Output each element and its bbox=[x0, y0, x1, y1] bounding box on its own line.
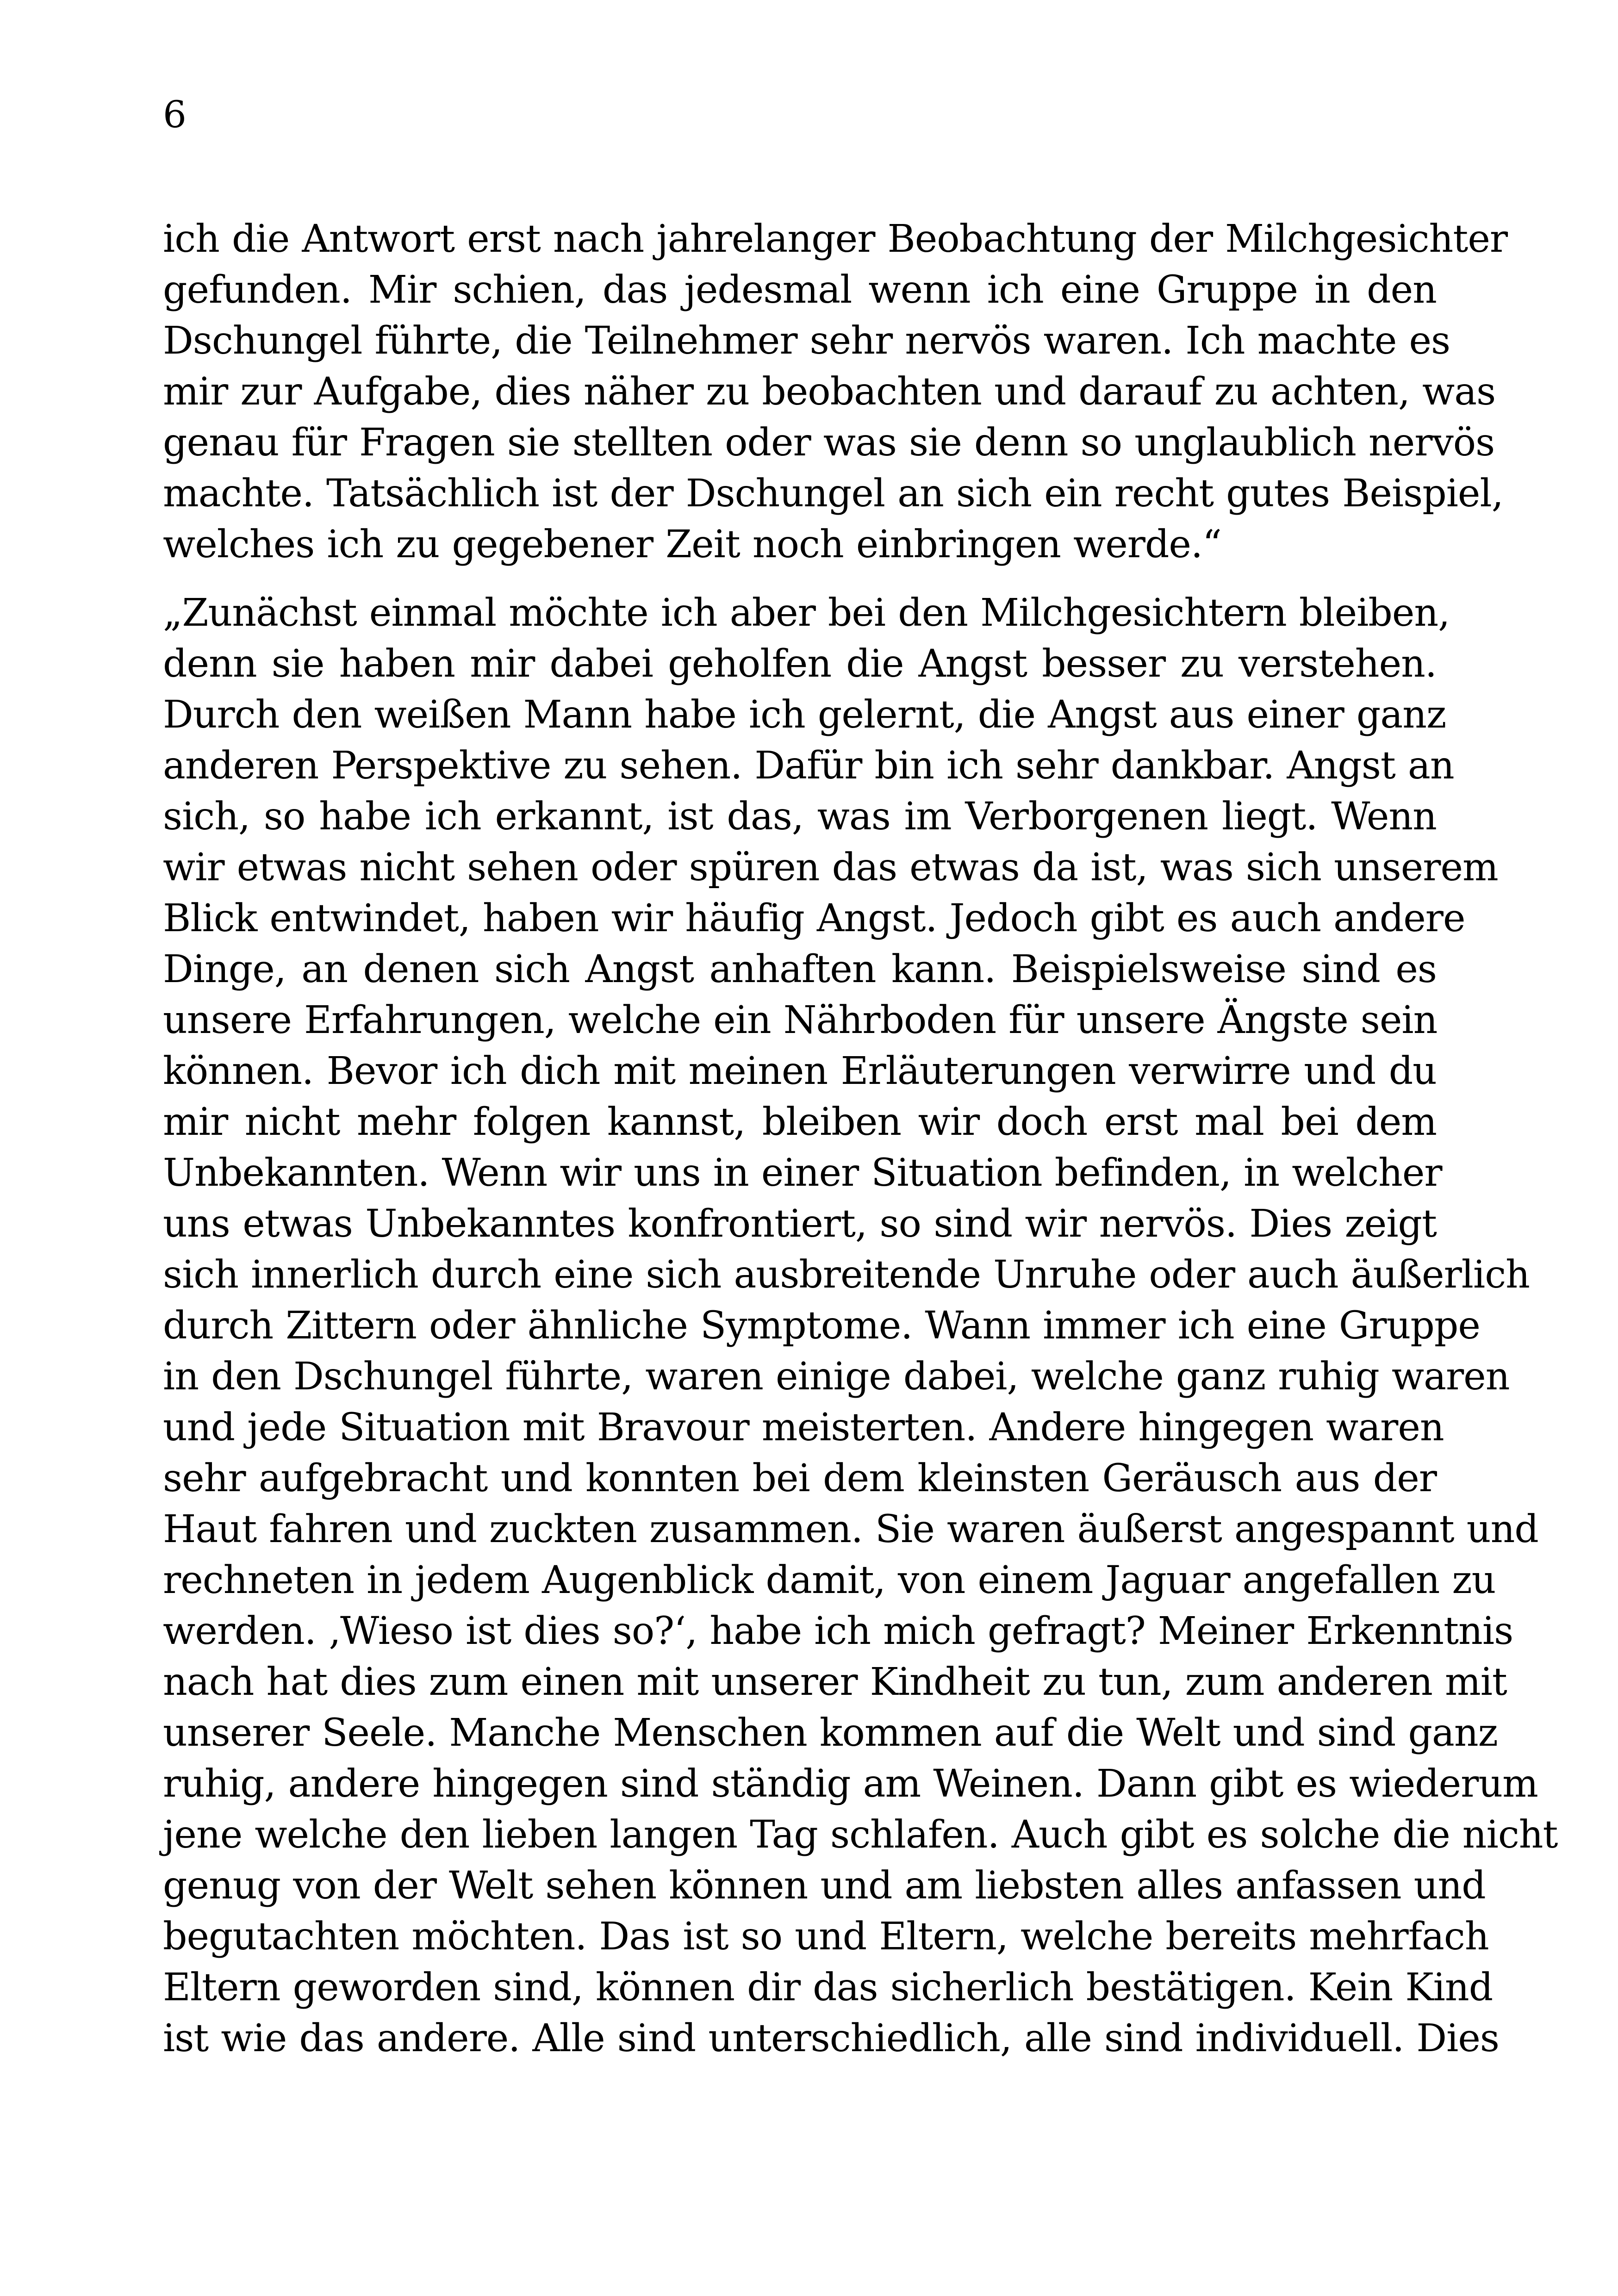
text-line: Haut fahren und zuckten zusammen. Sie waren äußerst angespannt und bbox=[163, 1507, 1538, 1551]
text-line: werden. ‚Wieso ist dies so?‘, habe ich mich gefragt? Meiner Erkenntnis bbox=[163, 1609, 1513, 1653]
text-line: mir zur Aufgabe, dies näher zu beobachten und darauf zu achten, was bbox=[163, 370, 1496, 414]
text-line: begutachten möchten. Das ist so und Eltern, welche bereits mehrfach bbox=[163, 1915, 1489, 1959]
text-line: Durch den weißen Mann habe ich gelernt, die Angst aus einer ganz bbox=[163, 693, 1446, 737]
text-line: jene welche den lieben langen Tag schlafen. Auch gibt es solche die nicht bbox=[163, 1813, 1558, 1857]
text-line: denn sie haben mir dabei geholfen die Angst besser zu verstehen. bbox=[163, 642, 1437, 686]
text-line: genug von der Welt sehen können und am liebsten alles anfassen und bbox=[163, 1864, 1486, 1908]
text-line: uns etwas Unbekanntes konfrontiert, so sind wir nervös. Dies zeigt bbox=[163, 1202, 1437, 1246]
text-line: unsere Erfahrungen, welche ein Nährboden für unsere Ängste sein bbox=[163, 998, 1438, 1042]
text-line: sehr aufgebracht und konnten bei dem kleinsten Geräusch aus der bbox=[163, 1456, 1437, 1500]
text-line: „Zunächst einmal möchte ich aber bei den Milchgesichtern bleiben, bbox=[163, 591, 1450, 635]
text-line: ist wie das andere. Alle sind unterschiedlich, alle sind individuell. Dies bbox=[163, 2016, 1499, 2060]
text-line: genau für Fragen sie stellten oder was sie denn so unglaublich nervös bbox=[163, 421, 1495, 465]
text-line: mir nicht mehr folgen kannst, bleiben wir doch erst mal bei dem bbox=[163, 1100, 1437, 1144]
text-line: sich, so habe ich erkannt, ist das, was im Verborgenen liegt. Wenn bbox=[163, 795, 1437, 839]
text-line: sich innerlich durch eine sich ausbreitende Unruhe oder auch äußerlich bbox=[163, 1253, 1530, 1297]
text-line: gefunden. Mir schien, das jedesmal wenn ich eine Gruppe in den bbox=[163, 268, 1437, 312]
body-text bbox=[163, 214, 1558, 2064]
text-line: Dinge, an denen sich Angst anhaften kann. Beispielsweise sind es bbox=[163, 947, 1437, 991]
text-line: unserer Seele. Manche Menschen kommen auf die Welt und sind ganz bbox=[163, 1711, 1498, 1755]
paragraph-2 bbox=[163, 588, 1558, 2064]
text-line: können. Bevor ich dich mit meinen Erläuterungen verwirre und du bbox=[163, 1049, 1437, 1093]
page-number: 6 bbox=[163, 93, 187, 136]
text-line: und jede Situation mit Bravour meisterten. Andere hingegen waren bbox=[163, 1406, 1444, 1450]
text-line: wir etwas nicht sehen oder spüren das etwas da ist, was sich unserem bbox=[163, 846, 1498, 890]
text-line: Unbekannten. Wenn wir uns in einer Situation befinden, in welcher bbox=[163, 1151, 1442, 1195]
text-line: durch Zittern oder ähnliche Symptome. Wann immer ich eine Gruppe bbox=[163, 1304, 1480, 1348]
text-line: machte. Tatsächlich ist der Dschungel an sich ein recht gutes Beispiel, bbox=[163, 472, 1503, 516]
text-line: Eltern geworden sind, können dir das sicherlich bestätigen. Kein Kind bbox=[163, 1966, 1493, 2010]
text-line: anderen Perspektive zu sehen. Dafür bin ich sehr dankbar. Angst an bbox=[163, 744, 1454, 788]
text-line: ruhig, andere hingegen sind ständig am Weinen. Dann gibt es wiederum bbox=[163, 1762, 1538, 1806]
text-line: Dschungel führte, die Teilnehmer sehr nervös waren. Ich machte es bbox=[163, 319, 1450, 363]
paragraph-1 bbox=[163, 214, 1508, 570]
text-line: nach hat dies zum einen mit unserer Kindheit zu tun, zum anderen mit bbox=[163, 1660, 1507, 1704]
text-line: Blick entwindet, haben wir häufig Angst. Jedoch gibt es auch andere bbox=[163, 896, 1465, 940]
text-line: rechneten in jedem Augenblick damit, von einem Jaguar angefallen zu bbox=[163, 1558, 1496, 1602]
text-line: welches ich zu gegebener Zeit noch einbringen werde.“ bbox=[163, 523, 1221, 566]
text-line: in den Dschungel führte, waren einige dabei, welche ganz ruhig waren bbox=[163, 1355, 1510, 1399]
text-line: ich die Antwort erst nach jahrelanger Beobachtung der Milchgesichter bbox=[163, 217, 1508, 261]
